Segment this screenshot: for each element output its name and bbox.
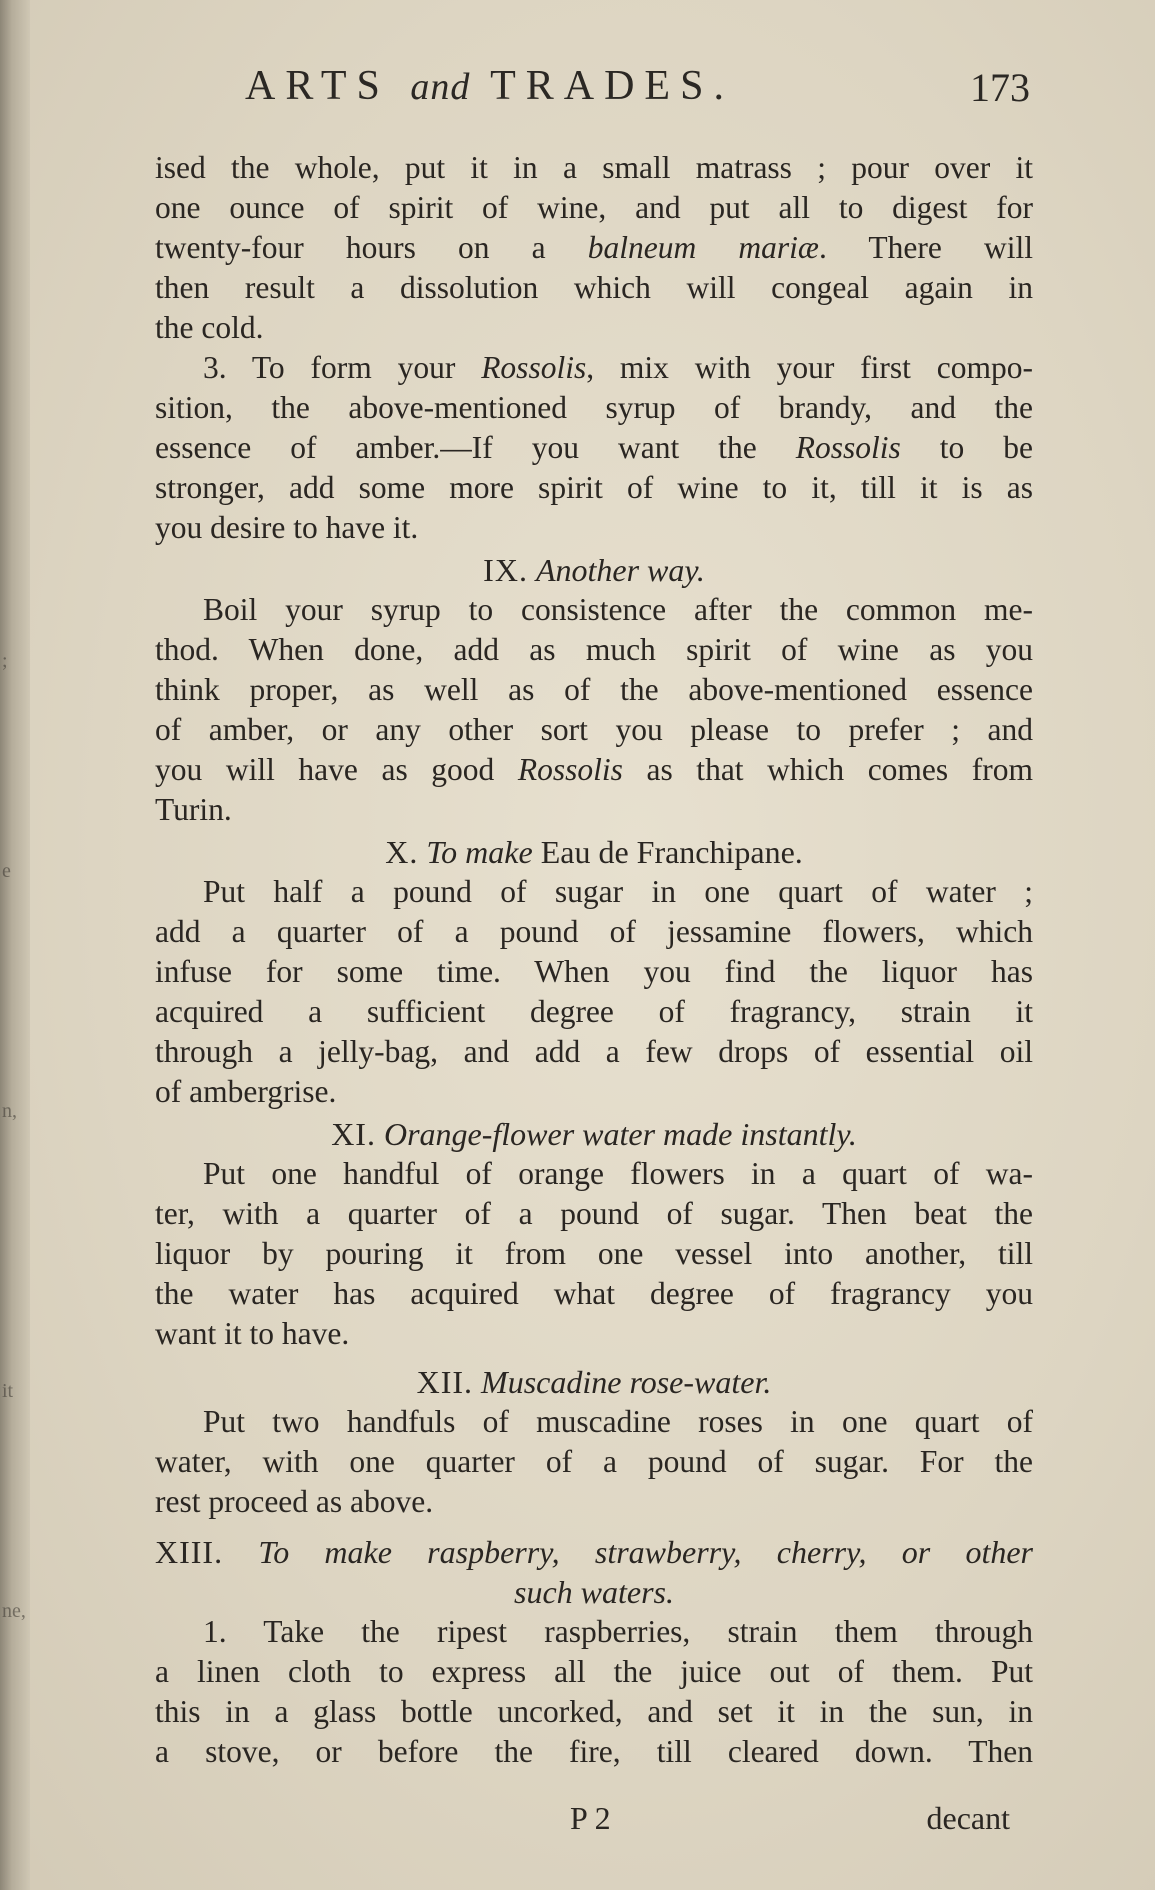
running-head-trades: TRADES. bbox=[490, 63, 734, 109]
text-line: thod. When done, add as much spirit of wine as you bbox=[155, 632, 1033, 667]
section-numeral: XI. bbox=[331, 1116, 376, 1152]
paragraph-continued bbox=[155, 148, 1033, 348]
section-title: Orange-flower water made instantly. bbox=[383, 1116, 857, 1152]
text-line: you desire to have it. bbox=[155, 510, 419, 545]
text-line: ised the whole, put it in a small matrass ; pour over it bbox=[155, 150, 1033, 185]
page-body bbox=[155, 148, 1033, 1772]
page-header bbox=[150, 62, 1030, 112]
section-heading-xi bbox=[155, 1114, 1033, 1154]
text-line: acquired a sufficient degree of fragrancy, strain it bbox=[155, 994, 1033, 1029]
paragraph-franchipane bbox=[155, 872, 1033, 1112]
facing-page-edge: n, bbox=[2, 1100, 17, 1122]
text-line: a stove, or before the fire, till cleared down. Then bbox=[155, 1734, 1033, 1769]
section-numeral: XIII. bbox=[155, 1534, 224, 1570]
text-line: Turin. bbox=[155, 792, 232, 827]
paragraph-raspberry bbox=[155, 1612, 1033, 1772]
text-line: infuse for some time. When you find the liquor has bbox=[155, 954, 1033, 989]
section-heading-x bbox=[155, 832, 1033, 872]
text-line: ter, with a quarter of a pound of sugar. Then beat the bbox=[155, 1196, 1033, 1231]
text-line: the water has acquired what degree of fragrancy you bbox=[155, 1276, 1033, 1311]
section-title-italic: To make bbox=[426, 834, 533, 870]
text-line: of ambergrise. bbox=[155, 1074, 337, 1109]
facing-page-edge: ; bbox=[2, 650, 8, 672]
text-line: one ounce of spirit of wine, and put all to digest for bbox=[155, 190, 1033, 225]
page-footer bbox=[150, 1800, 1030, 1840]
running-head bbox=[245, 62, 734, 110]
section-title-continued: such waters. bbox=[514, 1574, 674, 1610]
section-numeral: IX. bbox=[483, 552, 528, 588]
text-line: twenty-four hours on a balneum mariæ. There will bbox=[155, 230, 1033, 265]
text-line: add a quarter of a pound of jessamine flowers, which bbox=[155, 914, 1033, 949]
text-line: liquor by pouring it from one vessel into another, till bbox=[155, 1236, 1033, 1271]
text-line: sition, the above-mentioned syrup of brandy, and the bbox=[155, 390, 1033, 425]
text-line: Put two handfuls of muscadine roses in one quart of bbox=[203, 1404, 1033, 1439]
section-title: Muscadine rose-water. bbox=[481, 1364, 772, 1400]
text-line: Put half a pound of sugar in one quart of water ; bbox=[203, 874, 1033, 909]
running-head-arts: ARTS bbox=[245, 63, 390, 109]
text-line: then result a dissolution which will congeal again in bbox=[155, 270, 1033, 305]
text-line: Put one handful of orange flowers in a quart of wa- bbox=[203, 1156, 1033, 1191]
paragraph-rossolis bbox=[155, 348, 1033, 548]
text-line: rest proceed as above. bbox=[155, 1484, 434, 1519]
paragraph-another-way bbox=[155, 590, 1033, 830]
text-line: want it to have. bbox=[155, 1316, 350, 1351]
section-heading-ix bbox=[155, 550, 1033, 590]
running-head-and: and bbox=[410, 66, 471, 108]
text-line: the cold. bbox=[155, 310, 264, 345]
text-line: 3. To form your Rossolis, mix with your first compo- bbox=[203, 350, 1033, 385]
text-line: through a jelly-bag, and add a few drops of essential oil bbox=[155, 1034, 1033, 1069]
text-line: essence of amber.—If you want the Rossolis to be bbox=[155, 430, 1034, 465]
text-line: of amber, or any other sort you please to prefer ; and bbox=[155, 712, 1033, 747]
text-line: you will have as good Rossolis as that which comes from bbox=[155, 752, 1033, 787]
text-line: a linen cloth to express all the juice out of them. Put bbox=[155, 1654, 1033, 1689]
facing-page-edge: ne, bbox=[2, 1600, 26, 1622]
text-line: stronger, add some more spirit of wine to it, till it is as bbox=[155, 470, 1033, 505]
text-line: Boil your syrup to consistence after the common me- bbox=[203, 592, 1033, 627]
section-title: To make raspberry, strawberry, cherry, or other bbox=[258, 1534, 1034, 1570]
catchword: decant bbox=[926, 1800, 1010, 1836]
section-heading-xii bbox=[155, 1362, 1033, 1402]
facing-page-edge: it bbox=[2, 1380, 14, 1402]
text-line: water, with one quarter of a pound of sugar. For the bbox=[155, 1444, 1033, 1479]
page-number: 173 bbox=[970, 65, 1030, 110]
section-heading-xiii-continued bbox=[155, 1572, 1033, 1612]
section-numeral: X. bbox=[385, 834, 419, 870]
section-numeral: XII. bbox=[416, 1364, 474, 1400]
text-line: 1. Take the ripest raspberries, strain them through bbox=[203, 1614, 1033, 1649]
facing-page-edge: e bbox=[2, 860, 11, 882]
paragraph-orange-flower bbox=[155, 1154, 1033, 1354]
text-line: this in a glass bottle uncorked, and set it in the sun, in bbox=[155, 1694, 1033, 1729]
section-title: Another way. bbox=[535, 552, 705, 588]
signature-mark: P 2 bbox=[570, 1800, 611, 1836]
paragraph-rose-water bbox=[155, 1402, 1033, 1522]
section-title-roman: Eau de Franchipane. bbox=[540, 834, 803, 870]
section-heading-xiii bbox=[155, 1532, 1033, 1572]
text-line: think proper, as well as of the above-mentioned essence bbox=[155, 672, 1033, 707]
